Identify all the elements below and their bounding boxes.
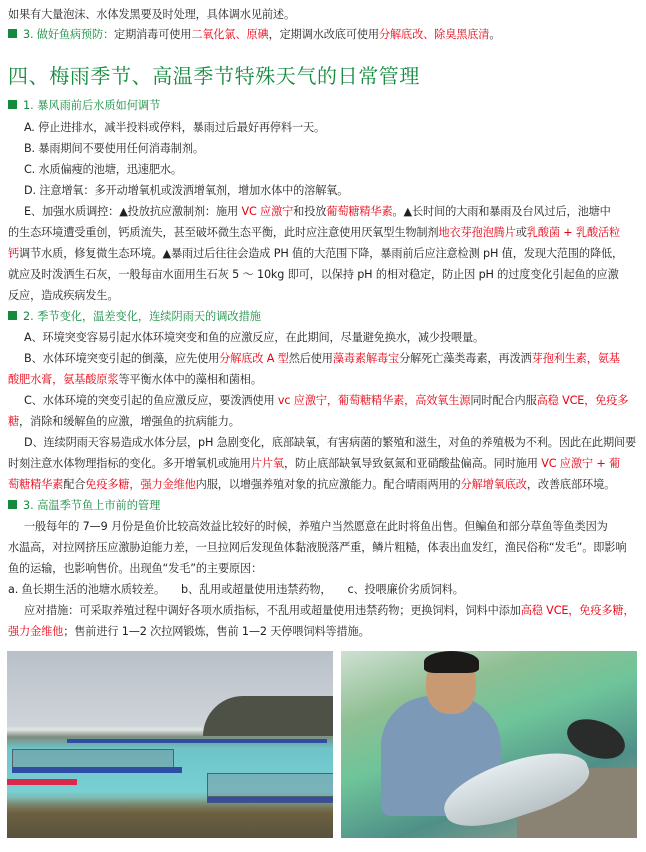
- para-3-line3: 鱼的运输，也影响售价。出现鱼“发毛”的主要原因：: [8, 562, 263, 575]
- text: 然后使用: [288, 352, 333, 365]
- subsection-title-text: 2. 季节变化，温差变化，连续阴雨天的调改措施: [23, 310, 261, 323]
- para-1e-line5: 反应，造成疾病发生。: [8, 289, 119, 302]
- cage-float-red: [7, 779, 77, 785]
- hill: [203, 696, 333, 736]
- cage-frame: [207, 773, 333, 797]
- text: 。: [489, 28, 501, 41]
- product-highlight: 葡萄糖精华素: [326, 205, 393, 218]
- para-2b-line2: [8, 373, 638, 387]
- product-highlight: 酸肥水膏，氨基酸原浆: [8, 373, 119, 386]
- product-highlight: 免疫多糖，强力金维他: [85, 478, 196, 491]
- cage-float-distant: [67, 739, 327, 743]
- para-1c: C. 水质偏瘦的池塘，迅速肥水。: [24, 163, 182, 176]
- cage-float: [12, 767, 182, 773]
- subsection-title-text: 1. 暴风雨前后水质如何调节: [23, 99, 161, 112]
- green-square-bullet-icon: [8, 311, 17, 320]
- text: 的生态环境遭受重创，钙质流失，甚至破坏微生态平衡，此时应注意使用厌氧型生物制剂: [8, 226, 439, 239]
- green-square-bullet-icon: [8, 100, 17, 109]
- cage-frame: [12, 749, 174, 769]
- product-highlight: 分解底改、除臭黑底清: [378, 28, 490, 41]
- product-highlight: 地衣芽孢泡腾片: [438, 226, 516, 239]
- para-2b-line1: [24, 352, 638, 366]
- green-square-bullet-icon: [8, 500, 17, 509]
- product-highlight: 分解增氧底改: [460, 478, 527, 491]
- text: 或: [515, 226, 527, 239]
- item-label: 3. 做好鱼病预防：: [23, 28, 115, 41]
- text: 定期消毒可使用: [114, 28, 192, 41]
- product-highlight: 高稳 VCE，免疫多: [536, 394, 629, 407]
- green-square-bullet-icon: [8, 29, 17, 38]
- product-highlight: 乳酸菌 + 乳酸活粒: [526, 226, 621, 239]
- section-title: 四、梅雨季节、高温季节特殊天气的日常管理: [8, 64, 420, 88]
- text: 同时配合内服: [470, 394, 537, 407]
- text: E、加强水质调控：▲投放抗应激制剂：施用: [24, 205, 242, 218]
- para-2d-line3: [8, 478, 638, 492]
- para-2c-line1: [24, 394, 638, 408]
- subsection-1-title: [8, 99, 160, 113]
- text: C、水体环境的突变引起的鱼应激反应，要泼洒使用: [24, 394, 278, 407]
- para-2d-line2: [8, 457, 638, 471]
- product-highlight: 藻毒素解毒宝: [332, 352, 400, 365]
- text: B、水体环境突变引起的倒藻，应先使用: [24, 352, 220, 365]
- para-2a: A、环境突变容易引起水体环境突变和鱼的应激反应，在此期间，尽量避免换水，减少投喂量。: [24, 331, 485, 344]
- causes-list: [8, 583, 638, 597]
- cause-item: c、投喂廉价劣质饲料。: [347, 583, 464, 596]
- intro-item-3: [8, 28, 638, 42]
- text: 应对措施：可采取养殖过程中调好各项水质指标，不乱用或超量使用违禁药物；更换饲料，饲料中添加: [24, 604, 521, 617]
- product-highlight: 萄糖精华素: [8, 478, 64, 491]
- product-highlight: 高稳 VCE，免疫多糖，: [520, 604, 635, 617]
- measures-line1: [24, 604, 638, 618]
- product-highlight: 分解底改 A 型: [219, 352, 289, 365]
- measures-line2: [8, 625, 638, 639]
- subsection-title-text: 3. 高温季节鱼上市前的管理: [23, 499, 161, 512]
- para-1e-line2: [8, 226, 638, 240]
- text: ，改善底部环境。: [526, 478, 616, 491]
- text: 调节水质，修复微生态环境。▲暴雨过后往往会造成 PH 值的大范围下降，暴雨前后应注意检测 pH 值，发现大范围的降低，: [19, 247, 624, 260]
- cause-item: a. 鱼长期生活的池塘水质较差。: [8, 583, 166, 596]
- text: 时刻注意水体物理指标的变化。多开增氧机或施用: [8, 457, 251, 470]
- para-1a: A. 停止进排水，减半投料或停料，暴雨过后最好再停料一天。: [24, 121, 326, 134]
- para-3-line2: 水温高，对拉网挤压应激胁迫能力差，一旦拉网后发现鱼体黏液脱落严重，鳞片粗糙，体表出血发红，渔民俗称“发毛”。即影响: [8, 541, 627, 554]
- product-highlight: 强力金维他: [8, 625, 64, 638]
- para-1e-line1: [24, 205, 638, 219]
- text: 和投放: [293, 205, 327, 218]
- para-2d-line1: D、连续阴雨天容易造成水体分层，pH 急剧变化，底部缺氧，有害病菌的繁殖和滋生，对鱼的养殖极为不利。因此在此期间要: [24, 436, 637, 449]
- subsection-3-title: [8, 499, 160, 513]
- fish-farm-cages-photo: [7, 651, 333, 838]
- farmer-holding-fish-photo: [341, 651, 637, 838]
- product-highlight: 二氧化氯、原碘: [191, 28, 269, 41]
- para-1e-line4: 就应及时泼洒生石灰，一般每亩水面用生石灰 5 ～ 10kg 即可，以保持 pH 的相对稳定，防止因 pH 的过度变化引起鱼的应激: [8, 268, 619, 281]
- text: 分解死亡藻类毒素，再泼洒: [399, 352, 532, 365]
- product-highlight: vc 应激宁，葡萄糖精华素，高效氧生源: [277, 394, 471, 407]
- text: ，防止底部缺氧导致氨氮和亚硝酸盐偏高。同时施用: [283, 457, 542, 470]
- text: ，消除和缓解鱼的应激，增强鱼的抗病能力。: [19, 415, 240, 428]
- para-1d: D. 注意增氧：多开动增氧机或泼洒增氧剂，增加水体中的溶解氧。: [24, 184, 349, 197]
- text: 内服，以增强养殖对象的抗应激能力。配合晴雨两用的: [195, 478, 461, 491]
- product-highlight: 钙: [8, 247, 20, 260]
- product-highlight: 糖: [8, 415, 20, 428]
- product-highlight: 芽孢利生素，氨基: [531, 352, 620, 365]
- text: ，定期调水改底可使用: [268, 28, 379, 41]
- product-highlight: VC 应激宁: [241, 205, 294, 218]
- para-1e-line3: [8, 247, 638, 261]
- text: 。▲长时间的大雨和暴雨及台风过后，池塘中: [392, 205, 611, 218]
- cause-item: b、乱用或超量使用违禁药物，: [181, 583, 332, 596]
- text: 等平衡水体中的藻相和菌相。: [118, 373, 262, 386]
- text: ；售前进行 1—2 次拉网锻炼，售前 1—2 天停喂饲料等措施。: [63, 625, 370, 638]
- para-3-line1: 一般每年的 7—9 月份是鱼价比较高效益比较好的时候，养殖户当然愿意在此时将鱼出售。但鳊鱼和部分草鱼等鱼类因为: [24, 520, 608, 533]
- text: 配合: [63, 478, 86, 491]
- para-1b: B. 暴雨期间不要使用任何消毒制剂。: [24, 142, 204, 155]
- product-highlight: VC 应激宁 + 葡: [541, 457, 620, 470]
- subsection-2-title: [8, 310, 261, 324]
- para-2c-line2: [8, 415, 638, 429]
- intro-line: 如果有大量泡沫、水体发黑要及时处理，具体调水见前述。: [8, 8, 295, 21]
- grass-foreground: [7, 798, 333, 838]
- product-highlight: 片片氧: [250, 457, 284, 470]
- farmer-hair: [424, 651, 479, 673]
